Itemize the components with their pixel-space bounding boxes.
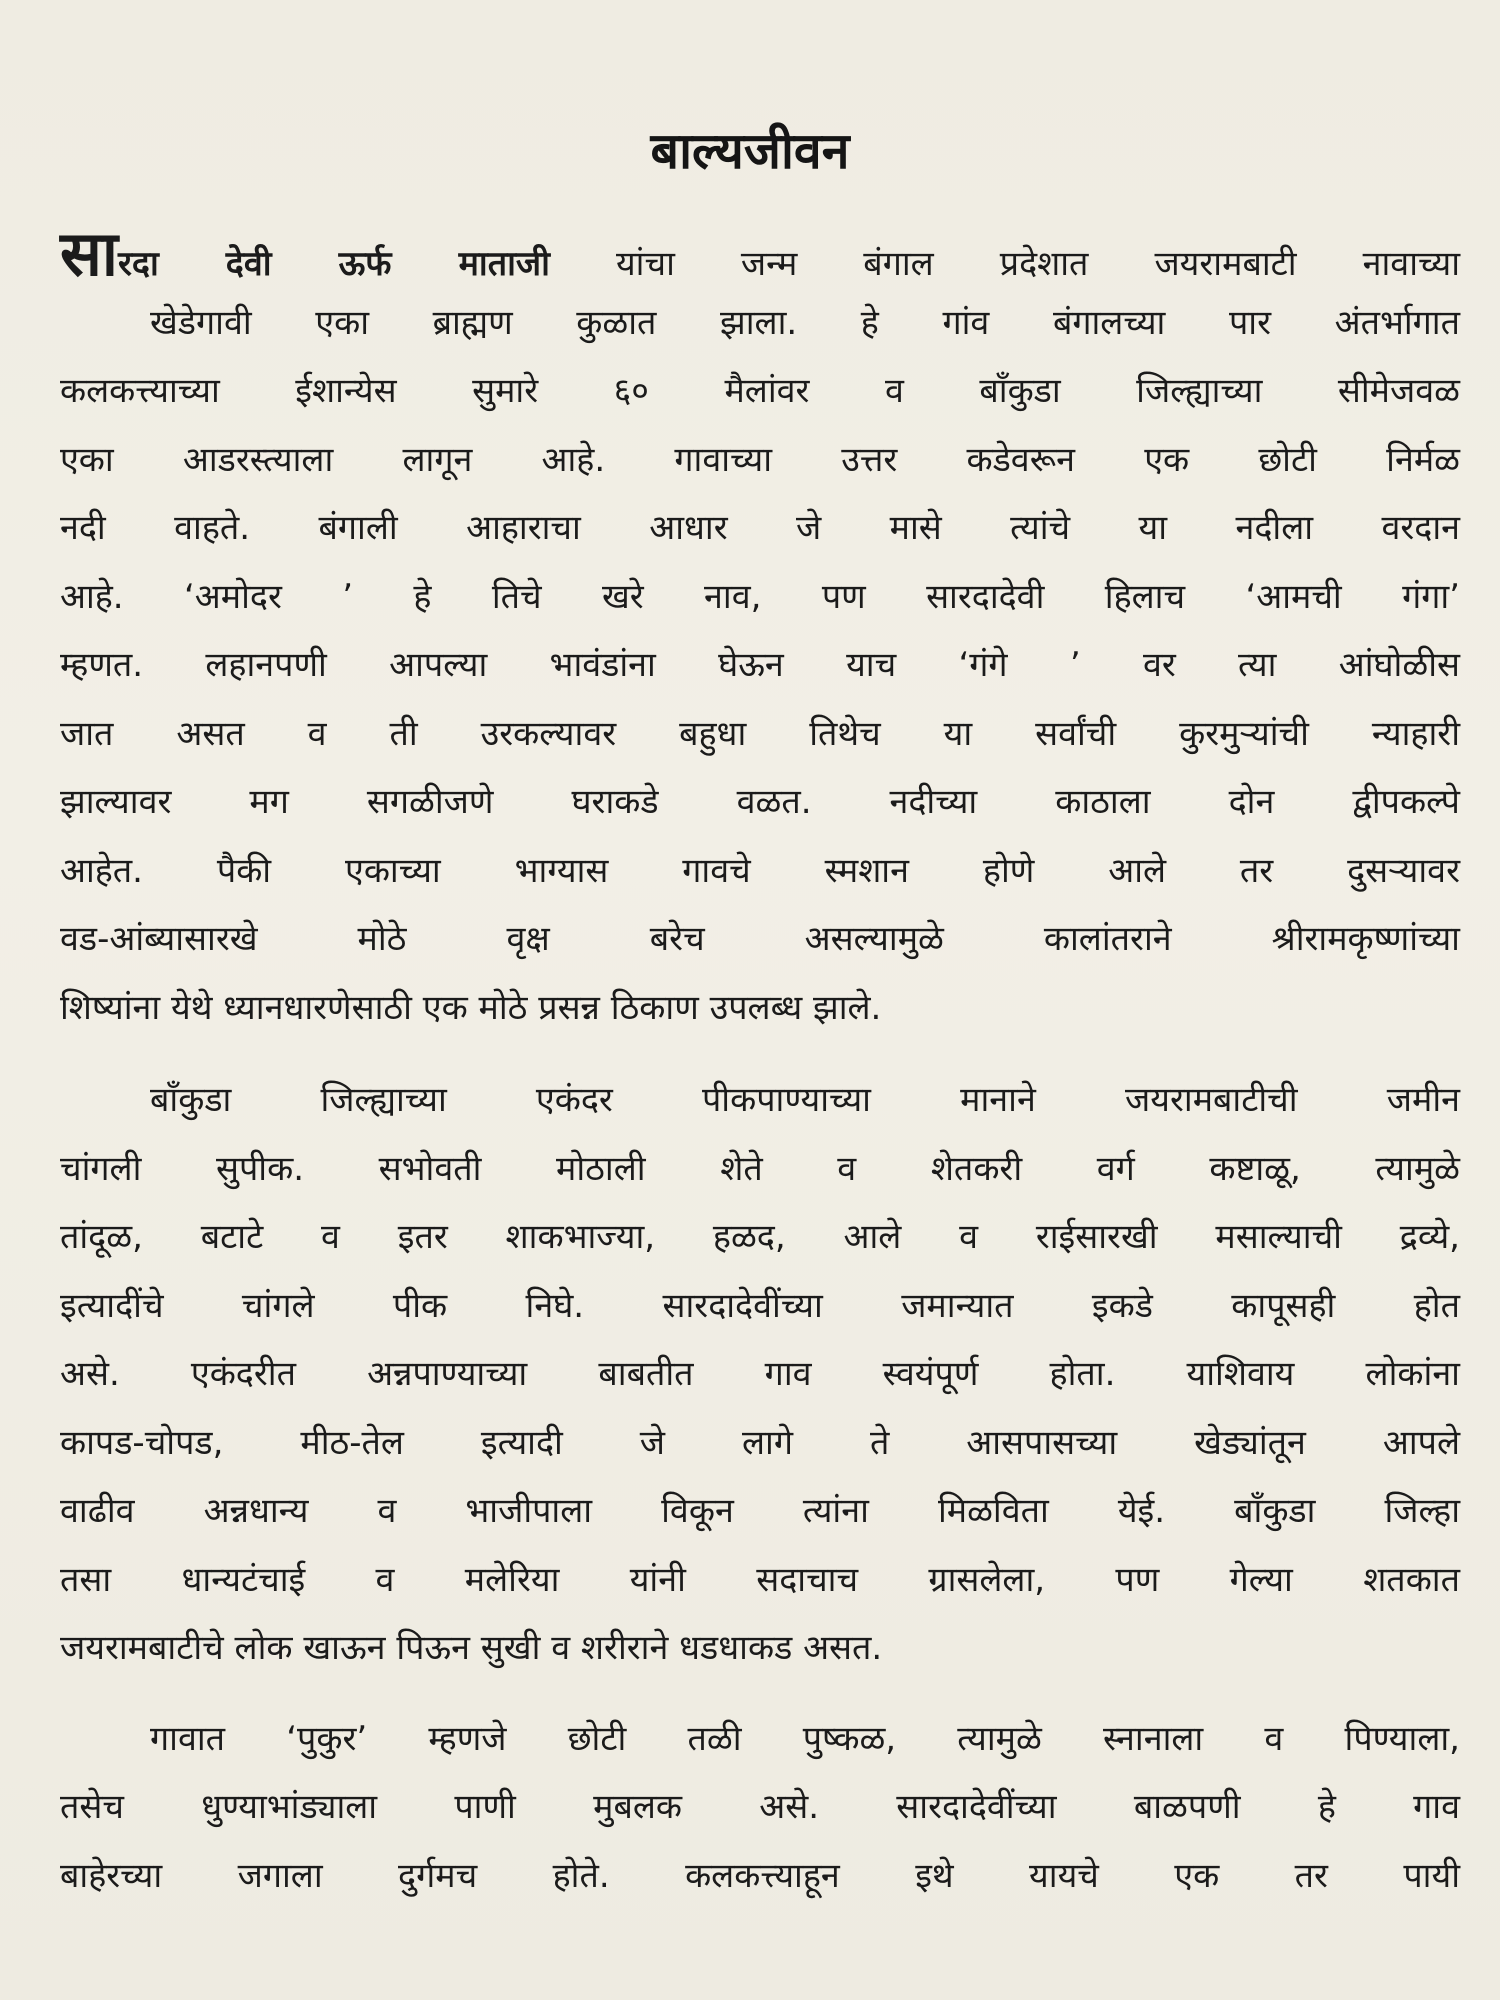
text-line: तसेच धुण्याभांड्याला पाणी मुबलक असे. सारदादेवींच्या बाळपणी हे गाव [60, 1787, 1460, 1827]
paragraph-2-line-1: बाँकुडा जिल्ह्याच्या एकंदर पीकपाण्याच्या मानाने जयरामबाटीची जमीन [150, 1080, 1460, 1120]
text-line: बाहेरच्या जगाला दुर्गमच होते. कलकत्त्याहून इथे यायचे एक तर पायी [60, 1855, 1460, 1896]
lead-bold-text: रदा देवी ऊर्फ माताजी [117, 244, 550, 284]
text-line: चांगली सुपीक. सभोवती मोठाली शेते व शेतकरी वर्ग कष्टाळू, त्यामुळे [60, 1148, 1460, 1189]
text-line: कलकत्त्याच्या ईशान्येस सुमारे ६० मैलांवर व बाँकुडा जिल्ह्याच्या सीमेजवळ [60, 371, 1460, 411]
text-line: शिष्यांना येथे ध्यानधारणेसाठी एक मोठे प्रसन्न ठिकाण उपलब्ध झाले. [60, 987, 882, 1028]
text-line: झाल्यावर मग सगळीजणे घराकडे वळत. नदीच्या काठाला दोन द्वीपकल्पे [60, 782, 1460, 822]
text-line: वड-आंब्यासारखे मोठे वृक्ष बरेच असल्यामुळे कालांतराने श्रीरामकृष्णांच्या [60, 919, 1460, 959]
text-line: नदी वाहते. बंगाली आहाराचा आधार जे मासे त्यांचे या नदीला वरदान [60, 508, 1460, 548]
text-line: तसा धान्यटंचाई व मलेरिया यांनी सदाचाच ग्रासलेला, पण गेल्या शतकात [60, 1559, 1460, 1600]
text-line: एका आडरस्त्याला लागून आहे. गावाच्या उत्तर कडेवरून एक छोटी निर्मळ [60, 439, 1460, 480]
paragraph-3-line-1: गावात ‘पुकुर’ म्हणजे छोटी तळी पुष्कळ, त्यामुळे स्नानाला व पिण्याला, [150, 1718, 1460, 1759]
text-line: म्हणत. लहानपणी आपल्या भावंडांना घेऊन याच ‘गंगे ’ वर त्या आंघोळीस [60, 645, 1460, 685]
text-line: खेडेगावी एका ब्राह्मण कुळात झाला. हे गांव बंगालच्या पार अंतर्भागात [150, 302, 1460, 343]
text-line: कापड-चोपड, मीठ-तेल इत्यादी जे लागे ते आसपासच्या खेड्यांतून आपले [60, 1422, 1460, 1463]
text-line: तांदूळ, बटाटे व इतर शाकभाज्या, हळद, आले व राईसारखी मसाल्याची द्रव्ये, [60, 1217, 1460, 1257]
text-line: जात असत व ती उरकल्यावर बहुधा तिथेच या सर्वांची कुरमुऱ्यांची न्याहारी [60, 713, 1460, 754]
paragraph-1-line-1 [60, 217, 1460, 290]
text-line: वाढीव अन्नधान्य व भाजीपाला विकून त्यांना मिळविता येई. बाँकुडा जिल्हा [60, 1491, 1460, 1531]
text-line: असे. एकंदरीत अन्नपाण्याच्या बाबतीत गाव स्वयंपूर्ण होता. याशिवाय लोकांना [60, 1354, 1460, 1394]
text-line: इत्यादींचे चांगले पीक निघे. सारदादेवींच्या जमान्यात इकडे कापूसही होत [60, 1285, 1460, 1326]
text-line: आहे. ‘अमोदर ’ हे तिचे खरे नाव, पण सारदादेवी हिलाच ‘आमची गंगा’ [60, 576, 1460, 617]
text-line: जयरामबाटीचे लोक खाऊन पिऊन सुखी व शरीराने धडधाकड असत. [60, 1628, 883, 1668]
drop-cap: सा [60, 217, 118, 290]
text-line: आहेत. पैकी एकाच्या भाग्यास गावचे स्मशान होणे आले तर दुसऱ्यावर [60, 850, 1460, 891]
chapter-title: बाल्यजीवन [650, 122, 850, 180]
body-text [60, 217, 1460, 1910]
line-text: यांचा जन्म बंगाल प्रदेशात जयरामबाटी नावाच्या [549, 244, 1460, 284]
